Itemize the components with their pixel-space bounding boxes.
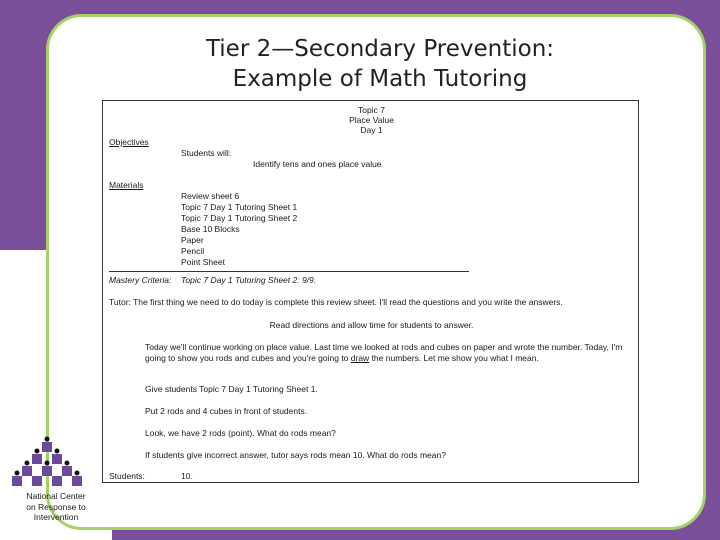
read-directions: Read directions and allow time for students to answer. — [269, 320, 474, 330]
materials-item: Topic 7 Day 1 Tutoring Sheet 1 — [181, 202, 298, 212]
students-value: 10. — [181, 471, 193, 481]
logo-cube — [52, 454, 62, 464]
materials-item: Point Sheet — [181, 257, 225, 267]
logo-text-line: National Center — [26, 491, 86, 501]
paragraph-today — [145, 342, 633, 364]
materials-item: Base 10 Blocks — [181, 224, 240, 234]
logo-cube — [62, 466, 72, 476]
doc-header-day: Day 1 — [360, 125, 383, 135]
mastery-label: Mastery Criteria: — [109, 275, 172, 285]
logo-text-line: Intervention — [33, 512, 79, 522]
divider — [109, 271, 469, 272]
tutor-line: Tutor: The first thing we need to do today is complete this review sheet. I'll read the questions and you write the answers. — [109, 297, 563, 307]
logo-cube — [32, 476, 42, 486]
materials-item: Topic 7 Day 1 Tutoring Sheet 2 — [181, 213, 298, 223]
put-rods-line: Put 2 rods and 4 cubes in front of students. — [145, 406, 308, 416]
slide-title-line-2: Example of Math Tutoring — [232, 66, 528, 92]
students-label: Students: — [109, 471, 145, 481]
logo-text-line: on Response to — [26, 501, 86, 512]
slide-title — [100, 34, 660, 94]
logo-cube — [32, 454, 42, 464]
logo-cube — [42, 466, 52, 476]
materials-label: Materials — [109, 180, 144, 190]
logo-cube — [72, 476, 82, 486]
logo-cube — [12, 476, 22, 486]
mastery-value: Topic 7 Day 1 Tutoring Sheet 2: 9/9. — [181, 275, 317, 285]
doc-header-topic: Topic 7 — [358, 105, 385, 115]
paragraph-today-text: Today we'll continue working on place value. Last time we looked at rods and cubes on paper and wrote the number. Today, I'm going to show you rods and cubes and you're going to — [145, 342, 623, 363]
slide-title-line-1: Tier 2—Secondary Prevention: — [205, 36, 555, 62]
lesson-document — [102, 100, 639, 483]
materials-item: Paper — [181, 235, 204, 245]
doc-header-place-value: Place Value — [349, 115, 394, 125]
objectives-label: Objectives — [109, 137, 149, 147]
materials-item: Pencil — [181, 246, 205, 256]
paragraph-today-text-end: the numbers. Let me show you what I mean. — [369, 353, 539, 363]
paragraph-today-underlined: draw — [350, 353, 370, 363]
logo-cube — [42, 442, 52, 452]
logo-cube — [22, 466, 32, 476]
look-line: Look, we have 2 rods (point). What do rods mean? — [145, 428, 336, 438]
objectives-intro: Students will: — [181, 148, 232, 158]
give-students-line: Give students Topic 7 Day 1 Tutoring Sheet 1. — [145, 384, 318, 394]
logo-cube — [52, 476, 62, 486]
incorrect-answer-line: If students give incorrect answer, tutor says rods mean 10. What do rods mean? — [145, 450, 446, 460]
materials-item: Review sheet 6 — [181, 191, 240, 201]
objective-item: Identify tens and ones place value — [253, 159, 382, 169]
logo-text — [4, 491, 108, 523]
